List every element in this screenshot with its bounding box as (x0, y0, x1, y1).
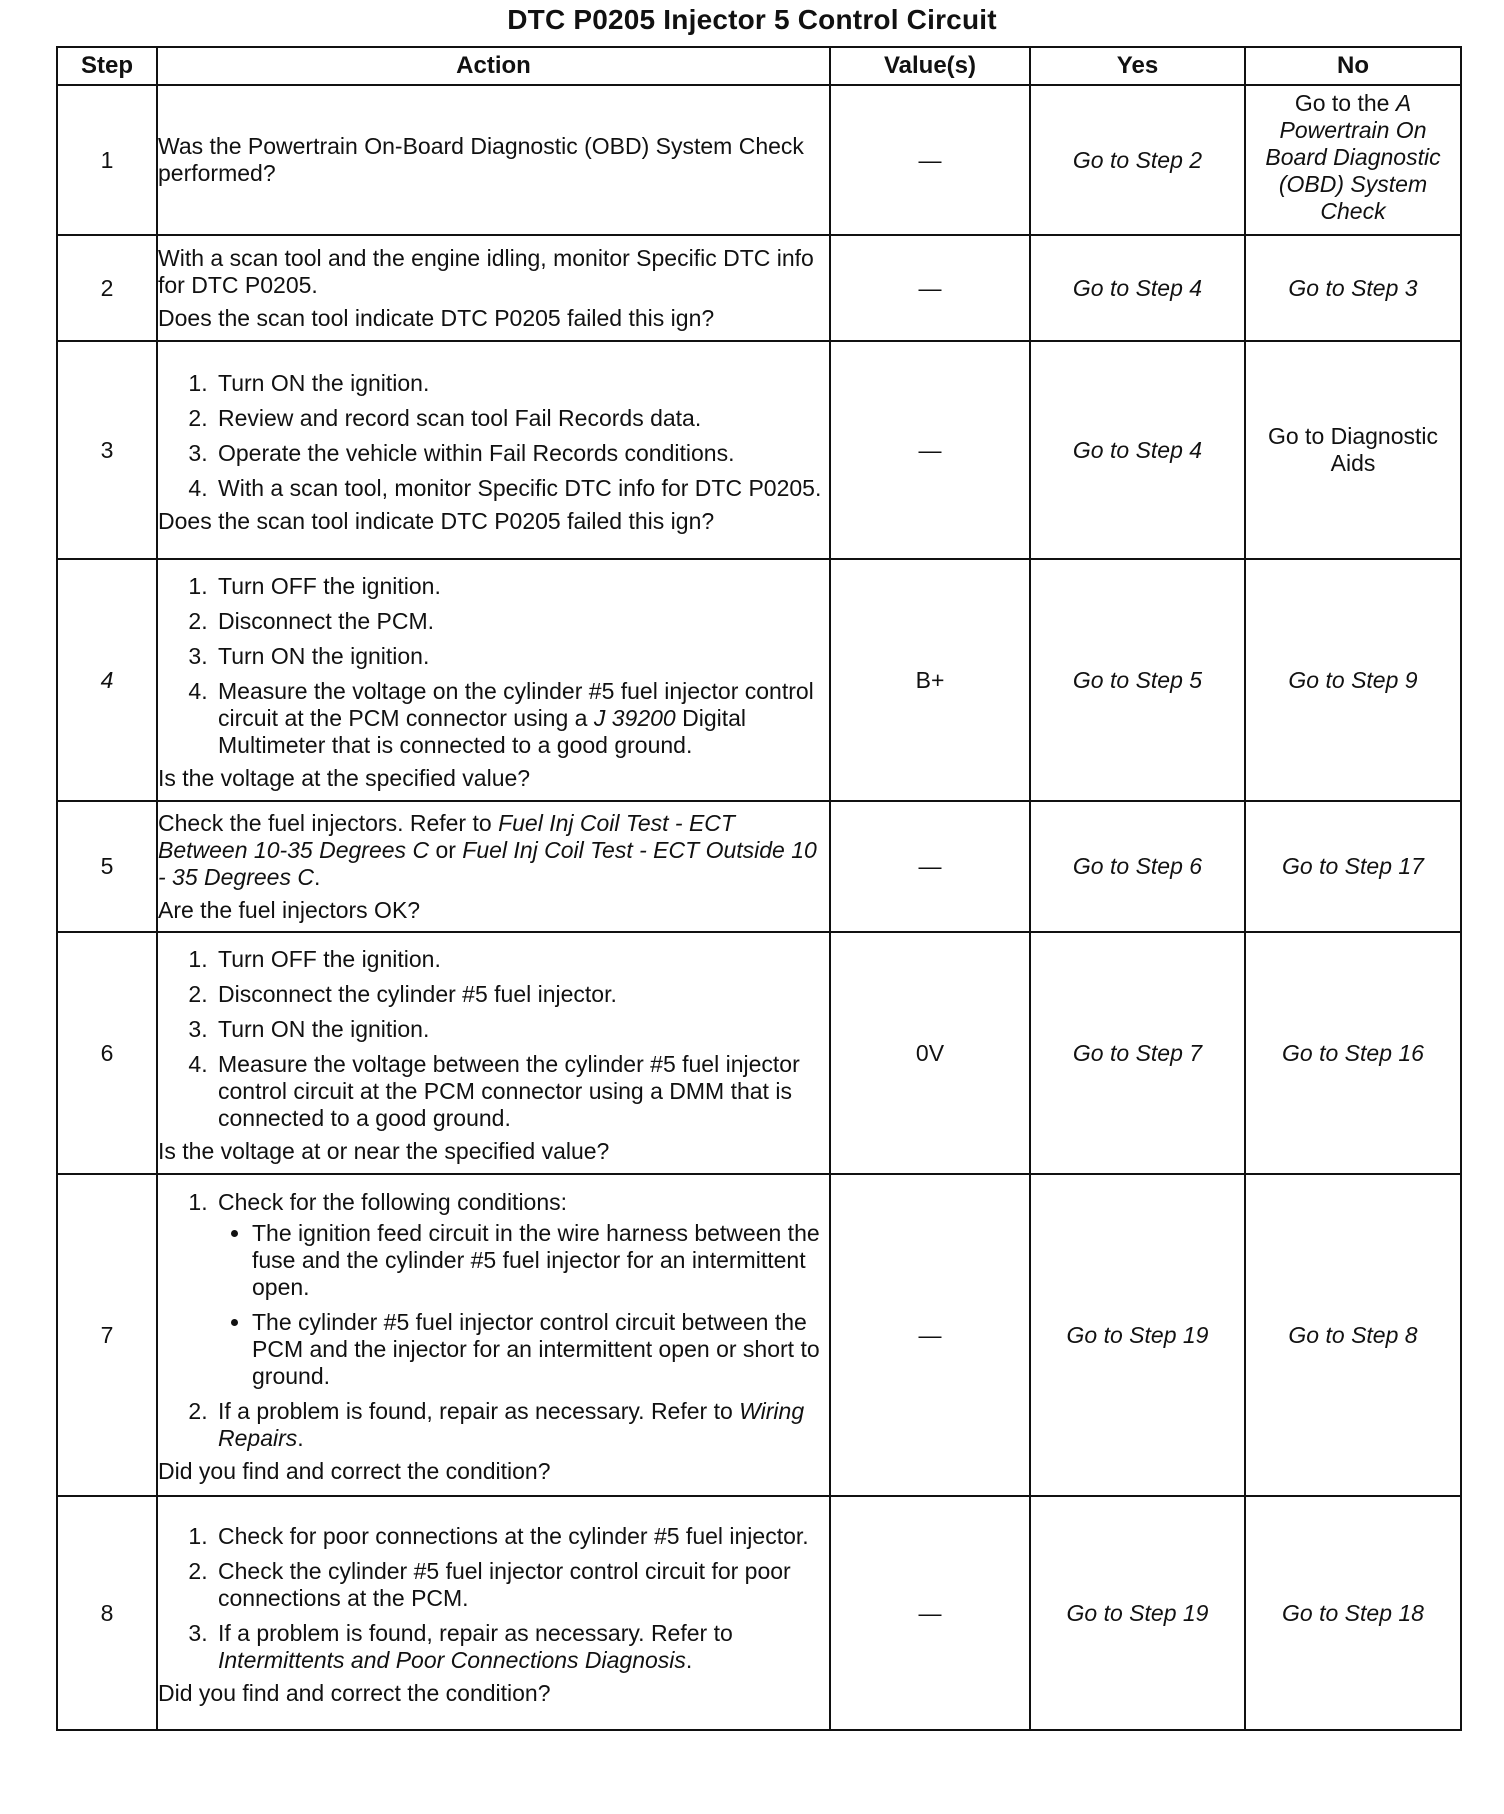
item-text: Check for the following conditions: (218, 1189, 568, 1215)
list-item: 2. Disconnect the cylinder #5 fuel injector. (214, 981, 829, 1008)
list-item (214, 1620, 829, 1674)
coil-test-reference: Fuel Inj Coil Test - ECT Outside 10 - 35 Degrees C (158, 836, 817, 890)
list-item: 2. Review and record scan tool Fail Records data. (214, 405, 829, 432)
yes-cell: Go to Step 19 (1030, 1496, 1245, 1730)
column-header-action: Action (157, 47, 830, 85)
action-cell (157, 1496, 830, 1730)
item-text: Digital Multimeter that is connected to a good ground. (218, 704, 747, 758)
table-row (57, 559, 1461, 801)
table-row (57, 1496, 1461, 1730)
list-item: 3. Turn ON the ignition. (214, 643, 829, 670)
list-item: 3. Operate the vehicle within Fail Records conditions. (214, 440, 829, 467)
yes-cell: Go to Step 2 (1030, 85, 1245, 235)
page-title: DTC P0205 Injector 5 Control Circuit (507, 4, 997, 35)
step-number: 8 (57, 1496, 157, 1730)
list-item (214, 1189, 829, 1390)
table-row (57, 1174, 1461, 1496)
coil-test-reference: Fuel Inj Coil Test - ECT Between 10-35 Degrees C (158, 809, 735, 863)
question-text: Is the voltage at or near the specified value? (158, 1137, 610, 1164)
action-text (158, 810, 829, 891)
value-cell: — (830, 85, 1030, 235)
action-text-part: . (313, 863, 321, 890)
item-text: Measure the voltage on the cylinder #5 fuel injector control circuit at the PCM connector using a (218, 677, 814, 731)
column-header-yes: Yes (1030, 47, 1245, 85)
procedure-list (158, 573, 829, 759)
question-text: Did you find and correct the condition? (158, 1458, 551, 1484)
action-text-part: or (429, 836, 463, 863)
item-text: . (297, 1425, 304, 1451)
bullet-item: • The cylinder #5 fuel injector control circuit between the PCM and the injector for an intermittent open or short to ground. (252, 1309, 829, 1390)
wiring-repairs-reference: Wiring Repairs (218, 1398, 805, 1451)
table-row (57, 85, 1461, 235)
column-header-values: Value(s) (830, 47, 1030, 85)
procedure-list (158, 946, 829, 1132)
yes-cell: Go to Step 4 (1030, 341, 1245, 559)
list-item (214, 678, 829, 759)
item-text: . (685, 1647, 693, 1673)
no-cell: Go to Step 16 (1245, 932, 1461, 1174)
step-number: 5 (57, 801, 157, 932)
table-row (57, 932, 1461, 1174)
column-header-step: Step (57, 47, 157, 85)
action-cell (157, 932, 830, 1174)
no-cell (1245, 85, 1461, 235)
question-text: Does the scan tool indicate DTC P0205 failed this ign? (158, 507, 715, 534)
yes-cell: Go to Step 4 (1030, 235, 1245, 341)
action-cell (157, 235, 830, 341)
question-text: Does the scan tool indicate DTC P0205 failed this ign? (158, 304, 715, 331)
action-cell (157, 559, 830, 801)
no-cell: Go to Step 3 (1245, 235, 1461, 341)
action-text: With a scan tool and the engine idling, monitor Specific DTC info for DTC P0205. (158, 244, 814, 298)
value-cell: — (830, 1174, 1030, 1496)
action-cell (157, 801, 830, 932)
table-row (57, 341, 1461, 559)
value-cell: — (830, 1496, 1030, 1730)
action-cell (157, 341, 830, 559)
no-text: Go to the (1294, 89, 1396, 116)
list-item: 1. Turn ON the ignition. (214, 370, 829, 397)
table-row (57, 801, 1461, 932)
value-cell: — (830, 235, 1030, 341)
value-cell: B+ (830, 559, 1030, 801)
intermittents-reference: Intermittents and Poor Connections Diagnosis (218, 1647, 686, 1673)
no-cell: Go to Diagnostic Aids (1245, 341, 1461, 559)
list-item (214, 1398, 829, 1452)
action-cell (157, 85, 830, 235)
procedure-list (158, 370, 829, 502)
step-number: 7 (57, 1174, 157, 1496)
action-text-part: Check the fuel injectors. Refer to (158, 809, 499, 836)
column-header-no: No (1245, 47, 1461, 85)
list-item: 4. Measure the voltage between the cylinder #5 fuel injector control circuit at the PCM connector using a DMM that is connected to a good ground. (214, 1051, 829, 1132)
value-cell: — (830, 801, 1030, 932)
bullet-item: • The ignition feed circuit in the wire harness between the fuse and the cylinder #5 fuel injector for an intermittent open. (252, 1220, 829, 1301)
no-cell: Go to Step 17 (1245, 801, 1461, 932)
list-item: 2. Disconnect the PCM. (214, 608, 829, 635)
list-item: 4. With a scan tool, monitor Specific DTC info for DTC P0205. (214, 475, 829, 502)
action-cell (157, 1174, 830, 1496)
step-number: 4 (57, 559, 157, 801)
question-text: Did you find and correct the condition? (158, 1680, 551, 1706)
procedure-list (158, 1189, 829, 1452)
question-text: Are the fuel injectors OK? (158, 896, 421, 923)
obd-system-check-link: A Powertrain On Board Diagnostic (OBD) System Check (1265, 89, 1441, 224)
list-item: 1. Turn OFF the ignition. (214, 946, 829, 973)
value-cell: 0V (830, 932, 1030, 1174)
value-cell: — (830, 341, 1030, 559)
list-item: 1. Check for poor connections at the cylinder #5 fuel injector. (214, 1523, 829, 1550)
question-text: Is the voltage at the specified value? (158, 764, 531, 791)
no-cell: Go to Step 18 (1245, 1496, 1461, 1730)
step-number: 2 (57, 235, 157, 341)
table-header-row (57, 47, 1461, 85)
table-row (57, 235, 1461, 341)
diagnostic-table (56, 46, 1462, 1731)
yes-cell: Go to Step 6 (1030, 801, 1245, 932)
item-text: If a problem is found, repair as necessary. Refer to (218, 1398, 740, 1424)
action-text: Was the Powertrain On-Board Diagnostic (OBD) System Check performed? (158, 133, 804, 186)
procedure-list (158, 1523, 829, 1674)
condition-list (218, 1220, 829, 1390)
no-cell: Go to Step 8 (1245, 1174, 1461, 1496)
step-number: 3 (57, 341, 157, 559)
yes-cell: Go to Step 19 (1030, 1174, 1245, 1496)
list-item: 1. Turn OFF the ignition. (214, 573, 829, 600)
item-text: If a problem is found, repair as necessary. Refer to (218, 1620, 733, 1646)
yes-cell: Go to Step 5 (1030, 559, 1245, 801)
step-number: 6 (57, 932, 157, 1174)
tool-reference: J 39200 (593, 704, 676, 731)
yes-cell: Go to Step 7 (1030, 932, 1245, 1174)
step-number: 1 (57, 85, 157, 235)
no-cell: Go to Step 9 (1245, 559, 1461, 801)
list-item: 2. Check the cylinder #5 fuel injector control circuit for poor connections at the PCM. (214, 1558, 829, 1612)
list-item: 3. Turn ON the ignition. (214, 1016, 829, 1043)
